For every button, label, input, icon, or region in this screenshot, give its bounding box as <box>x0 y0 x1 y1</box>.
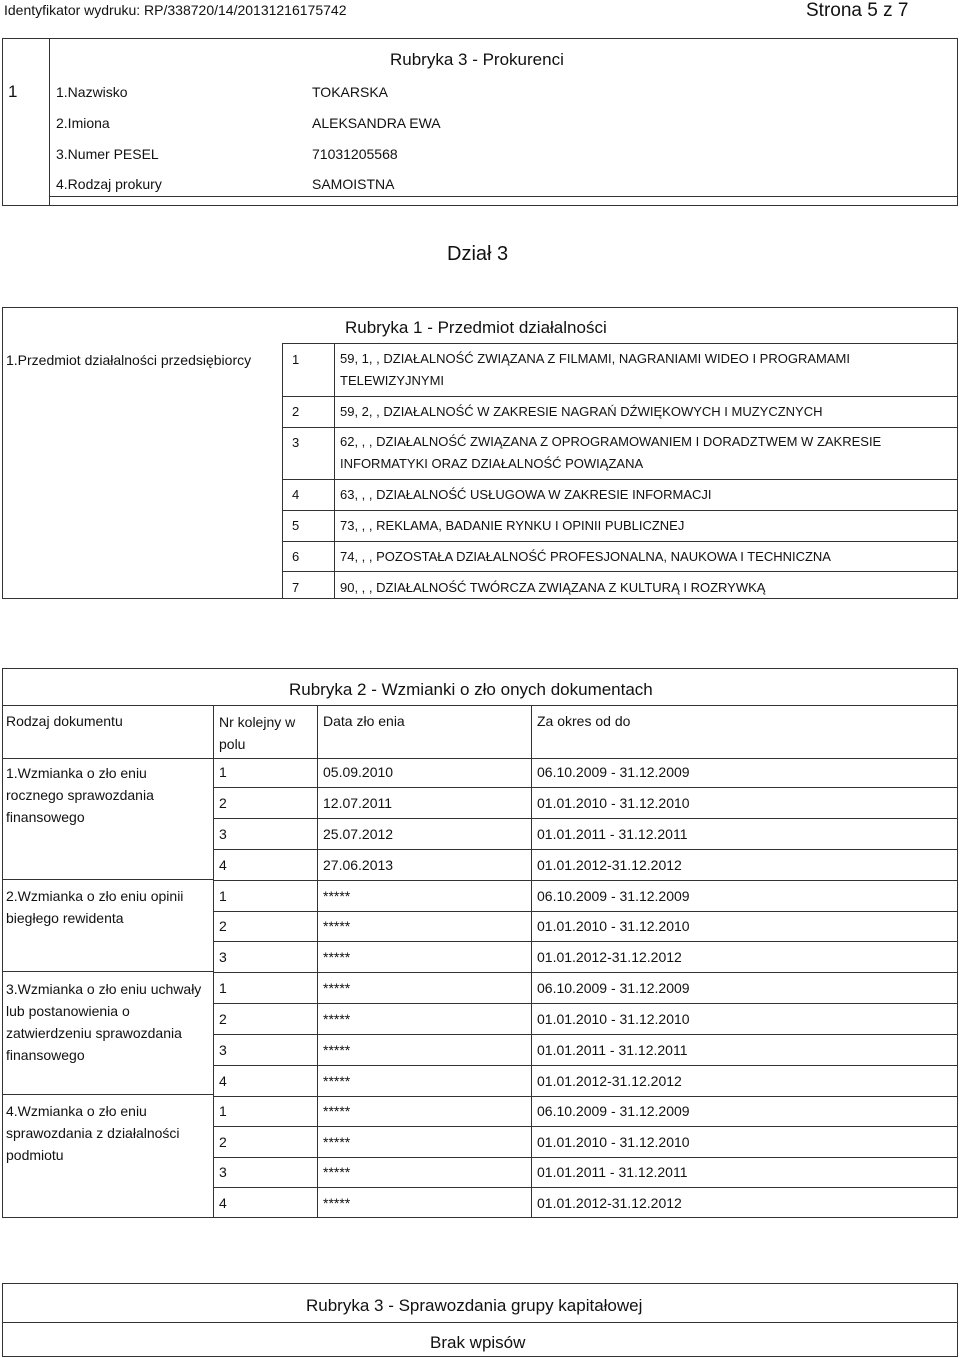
row-date: ***** <box>323 1042 351 1058</box>
item-number: 7 <box>292 580 300 595</box>
row-period: 01.01.2010 - 31.12.2010 <box>537 1011 690 1027</box>
group-label: 4.Wzmianka o zło eniu sprawozdania z działalności podmiotu <box>6 1103 180 1163</box>
group-label: 2.Wzmianka o zło eniu opinii biegłego rewidenta <box>6 888 184 926</box>
row-date: ***** <box>323 1164 351 1180</box>
row-period: 01.01.2011 - 31.12.2011 <box>537 826 688 842</box>
row-number: 1 <box>219 888 227 904</box>
row-date: ***** <box>323 980 351 996</box>
item-text: 59, 1, , DZIAŁALNOŚĆ ZWIĄZANA Z FILMAMI, NAGRANIAMI WIDEO I PROGRAMAMI TELEWIZYJNYMI <box>340 351 850 388</box>
row-number: 4 <box>219 857 227 873</box>
row-date: ***** <box>323 1134 351 1150</box>
header-okres: Za okres od do <box>537 713 631 729</box>
prokurent-value: SAMOISTNA <box>312 176 395 192</box>
row-number: 2 <box>219 795 227 811</box>
row-number: 4 <box>219 1073 227 1089</box>
grupa-value: Brak wpisów <box>430 1333 526 1352</box>
przedmiot-title: Rubryka 1 - Przedmiot działalności <box>345 318 607 337</box>
przedmiot-label: 1.Przedmiot działalności przedsiębiorcy <box>6 352 252 368</box>
prokurent-index: 1 <box>8 82 18 101</box>
item-number: 3 <box>292 435 300 450</box>
row-date: ***** <box>323 949 351 965</box>
item-text: 73, , , REKLAMA, BADANIE RYNKU I OPINII PUBLICZNEJ <box>340 518 685 533</box>
row-period: 01.01.2011 - 31.12.2011 <box>537 1042 688 1058</box>
print-identifier: Identyfikator wydruku: RP/338720/14/20131216175742 <box>4 2 347 18</box>
row-period: 01.01.2012-31.12.2012 <box>537 857 682 873</box>
row-date: 25.07.2012 <box>323 826 394 842</box>
item-text: 74, , , POZOSTAŁA DZIAŁALNOŚĆ PROFESJONALNA, NAUKOWA I TECHNICZNA <box>340 549 831 564</box>
header-rodzaj: Rodzaj dokumentu <box>6 713 123 729</box>
item-number: 6 <box>292 549 300 564</box>
header-nr: Nr kolejny w polu <box>219 714 296 752</box>
item-number: 1 <box>292 352 300 367</box>
row-period: 01.01.2010 - 31.12.2010 <box>537 918 690 934</box>
row-number: 2 <box>219 1134 227 1150</box>
row-number: 4 <box>219 1195 227 1211</box>
prokurenci-title: Rubryka 3 - Prokurenci <box>390 50 564 69</box>
row-period: 01.01.2011 - 31.12.2011 <box>537 1164 688 1180</box>
row-period: 01.01.2012-31.12.2012 <box>537 949 682 965</box>
prokurent-label: 1.Nazwisko <box>56 84 128 100</box>
row-number: 3 <box>219 949 227 965</box>
prokurent-label: 4.Rodzaj prokury <box>56 176 162 192</box>
row-period: 06.10.2009 - 31.12.2009 <box>537 980 690 996</box>
row-date: ***** <box>323 888 351 904</box>
grupa-title: Rubryka 3 - Sprawozdania grupy kapitałowej <box>306 1296 643 1315</box>
item-number: 5 <box>292 518 300 533</box>
row-number: 3 <box>219 826 227 842</box>
row-date: ***** <box>323 1073 351 1089</box>
section-heading: Dział 3 <box>447 243 509 265</box>
row-number: 1 <box>219 1103 227 1119</box>
row-number: 1 <box>219 980 227 996</box>
prokurent-value: 71031205568 <box>312 146 398 162</box>
prokurent-label: 2.Imiona <box>56 115 110 131</box>
row-date: ***** <box>323 918 351 934</box>
wzmianki-title: Rubryka 2 - Wzmianki o zło onych dokumentach <box>289 680 653 699</box>
row-period: 06.10.2009 - 31.12.2009 <box>537 1103 690 1119</box>
row-date: 05.09.2010 <box>323 764 394 780</box>
item-number: 2 <box>292 404 300 419</box>
row-date: ***** <box>323 1195 351 1211</box>
row-period: 06.10.2009 - 31.12.2009 <box>537 764 690 780</box>
row-number: 2 <box>219 918 227 934</box>
row-number: 2 <box>219 1011 227 1027</box>
group-label: 3.Wzmianka o zło eniu uchwały lub postanowienia o zatwierdzeniu sprawozdania finansowego <box>6 981 202 1063</box>
row-period: 06.10.2009 - 31.12.2009 <box>537 888 690 904</box>
row-date: ***** <box>323 1103 351 1119</box>
row-number: 3 <box>219 1164 227 1180</box>
row-date: 12.07.2011 <box>323 795 393 811</box>
page-number: Strona 5 z 7 <box>806 0 909 21</box>
row-period: 01.01.2010 - 31.12.2010 <box>537 795 690 811</box>
row-period: 01.01.2010 - 31.12.2010 <box>537 1134 690 1150</box>
row-period: 01.01.2012-31.12.2012 <box>537 1195 682 1211</box>
item-text: 62, , , DZIAŁALNOŚĆ ZWIĄZANA Z OPROGRAMOWANIEM I DORADZTWEM W ZAKRESIE INFORMATYKI ORAZ DZIAŁALNOŚĆ POWIĄZANA <box>340 434 882 471</box>
item-text: 63, , , DZIAŁALNOŚĆ USŁUGOWA W ZAKRESIE INFORMACJI <box>340 487 712 502</box>
row-date: 27.06.2013 <box>323 857 394 873</box>
prokurent-value: TOKARSKA <box>312 84 388 100</box>
item-number: 4 <box>292 487 300 502</box>
prokurent-label: 3.Numer PESEL <box>56 146 159 162</box>
row-period: 01.01.2012-31.12.2012 <box>537 1073 682 1089</box>
row-number: 1 <box>219 764 227 780</box>
item-text: 59, 2, , DZIAŁALNOŚĆ W ZAKRESIE NAGRAŃ DŹWIĘKOWYCH I MUZYCZNYCH <box>340 404 823 419</box>
prokurent-value: ALEKSANDRA EWA <box>312 115 441 131</box>
row-number: 3 <box>219 1042 227 1058</box>
row-date: ***** <box>323 1011 351 1027</box>
group-label: 1.Wzmianka o zło eniu rocznego sprawozdania finansowego <box>6 765 154 825</box>
item-text: 90, , , DZIAŁALNOŚĆ TWÓRCZA ZWIĄZANA Z KULTURĄ I ROZRYWKĄ <box>340 580 766 595</box>
header-data: Data zło enia <box>323 713 405 729</box>
